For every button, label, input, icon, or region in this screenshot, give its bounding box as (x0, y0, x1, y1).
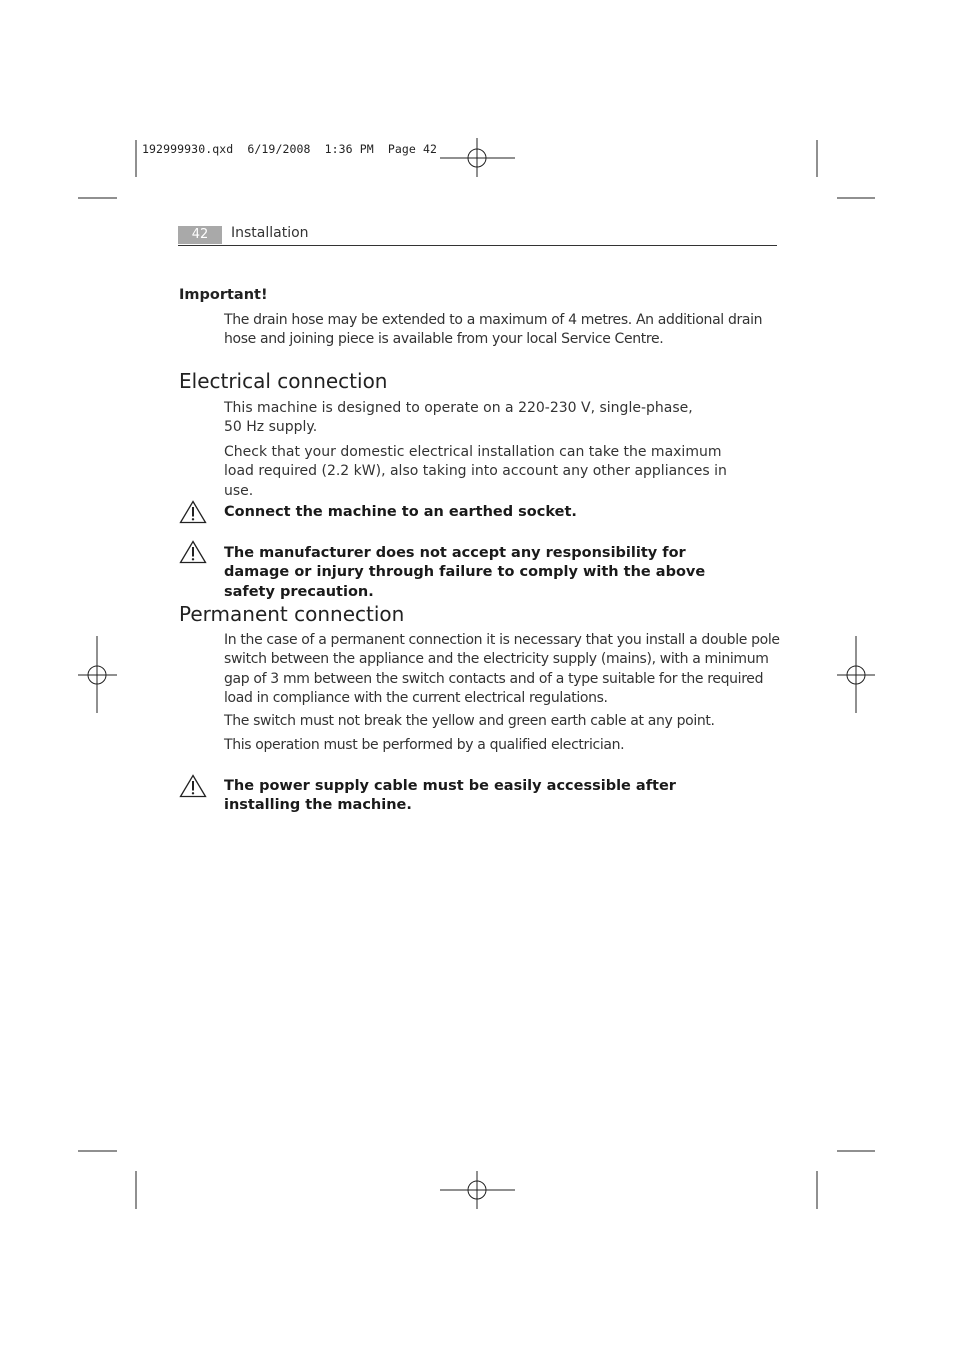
warning-earthed-socket: Connect the machine to an earthed socket. (224, 504, 577, 520)
section-title: Installation (231, 225, 309, 241)
electrical-paragraph-1-line-2: 50 Hz supply. (224, 419, 318, 436)
permanent-paragraph-1: In the case of a permanent connection it is necessary that you install a double pole switch between the appliance and the electricity supply (mains), with a minimum gap of 3 mm between the switch contacts and of a type suitable for the required load in compliance with the current electrical regulations. (224, 632, 780, 706)
warning-triangle-icon (179, 540, 207, 564)
registration-mark-icon (440, 1171, 515, 1209)
registration-mark-icon (837, 636, 875, 713)
electrical-heading: Electrical connection (179, 369, 388, 393)
electrical-paragraph-1 (224, 399, 780, 438)
permanent-heading: Permanent connection (179, 602, 405, 626)
electrical-paragraph-2: Check that your domestic electrical installation can take the maximum load required (2.2 kW), also taking into account any other appliances in use. (224, 444, 727, 499)
warning-triangle-icon (179, 774, 207, 798)
important-text: The drain hose may be extended to a maximum of 4 metres. An additional drain hose and joining piece is available from your local Service Centre. (224, 312, 763, 348)
warning-triangle-icon (179, 500, 207, 524)
important-label: Important! (179, 287, 268, 303)
registration-mark-icon (78, 636, 117, 713)
file-slug: 192999930.qxd 6/19/2008 1:36 PM Page 42 (142, 142, 437, 156)
header-divider (178, 245, 777, 246)
registration-mark-icon (440, 138, 515, 177)
electrical-paragraph-1-line-1: This machine is designed to operate on a 220-230 V, single-phase, (224, 400, 693, 416)
warning-manufacturer-liability: The manufacturer does not accept any responsibility for damage or injury through failure to comply with the above safety precaution. (224, 545, 706, 600)
page-number: 42 (178, 226, 222, 244)
permanent-paragraph-3: This operation must be performed by a qualified electrician. (224, 737, 625, 753)
permanent-paragraph-2: The switch must not break the yellow and green earth cable at any point. (224, 713, 715, 729)
warning-power-cable-access: The power supply cable must be easily accessible after installing the machine. (224, 778, 676, 814)
